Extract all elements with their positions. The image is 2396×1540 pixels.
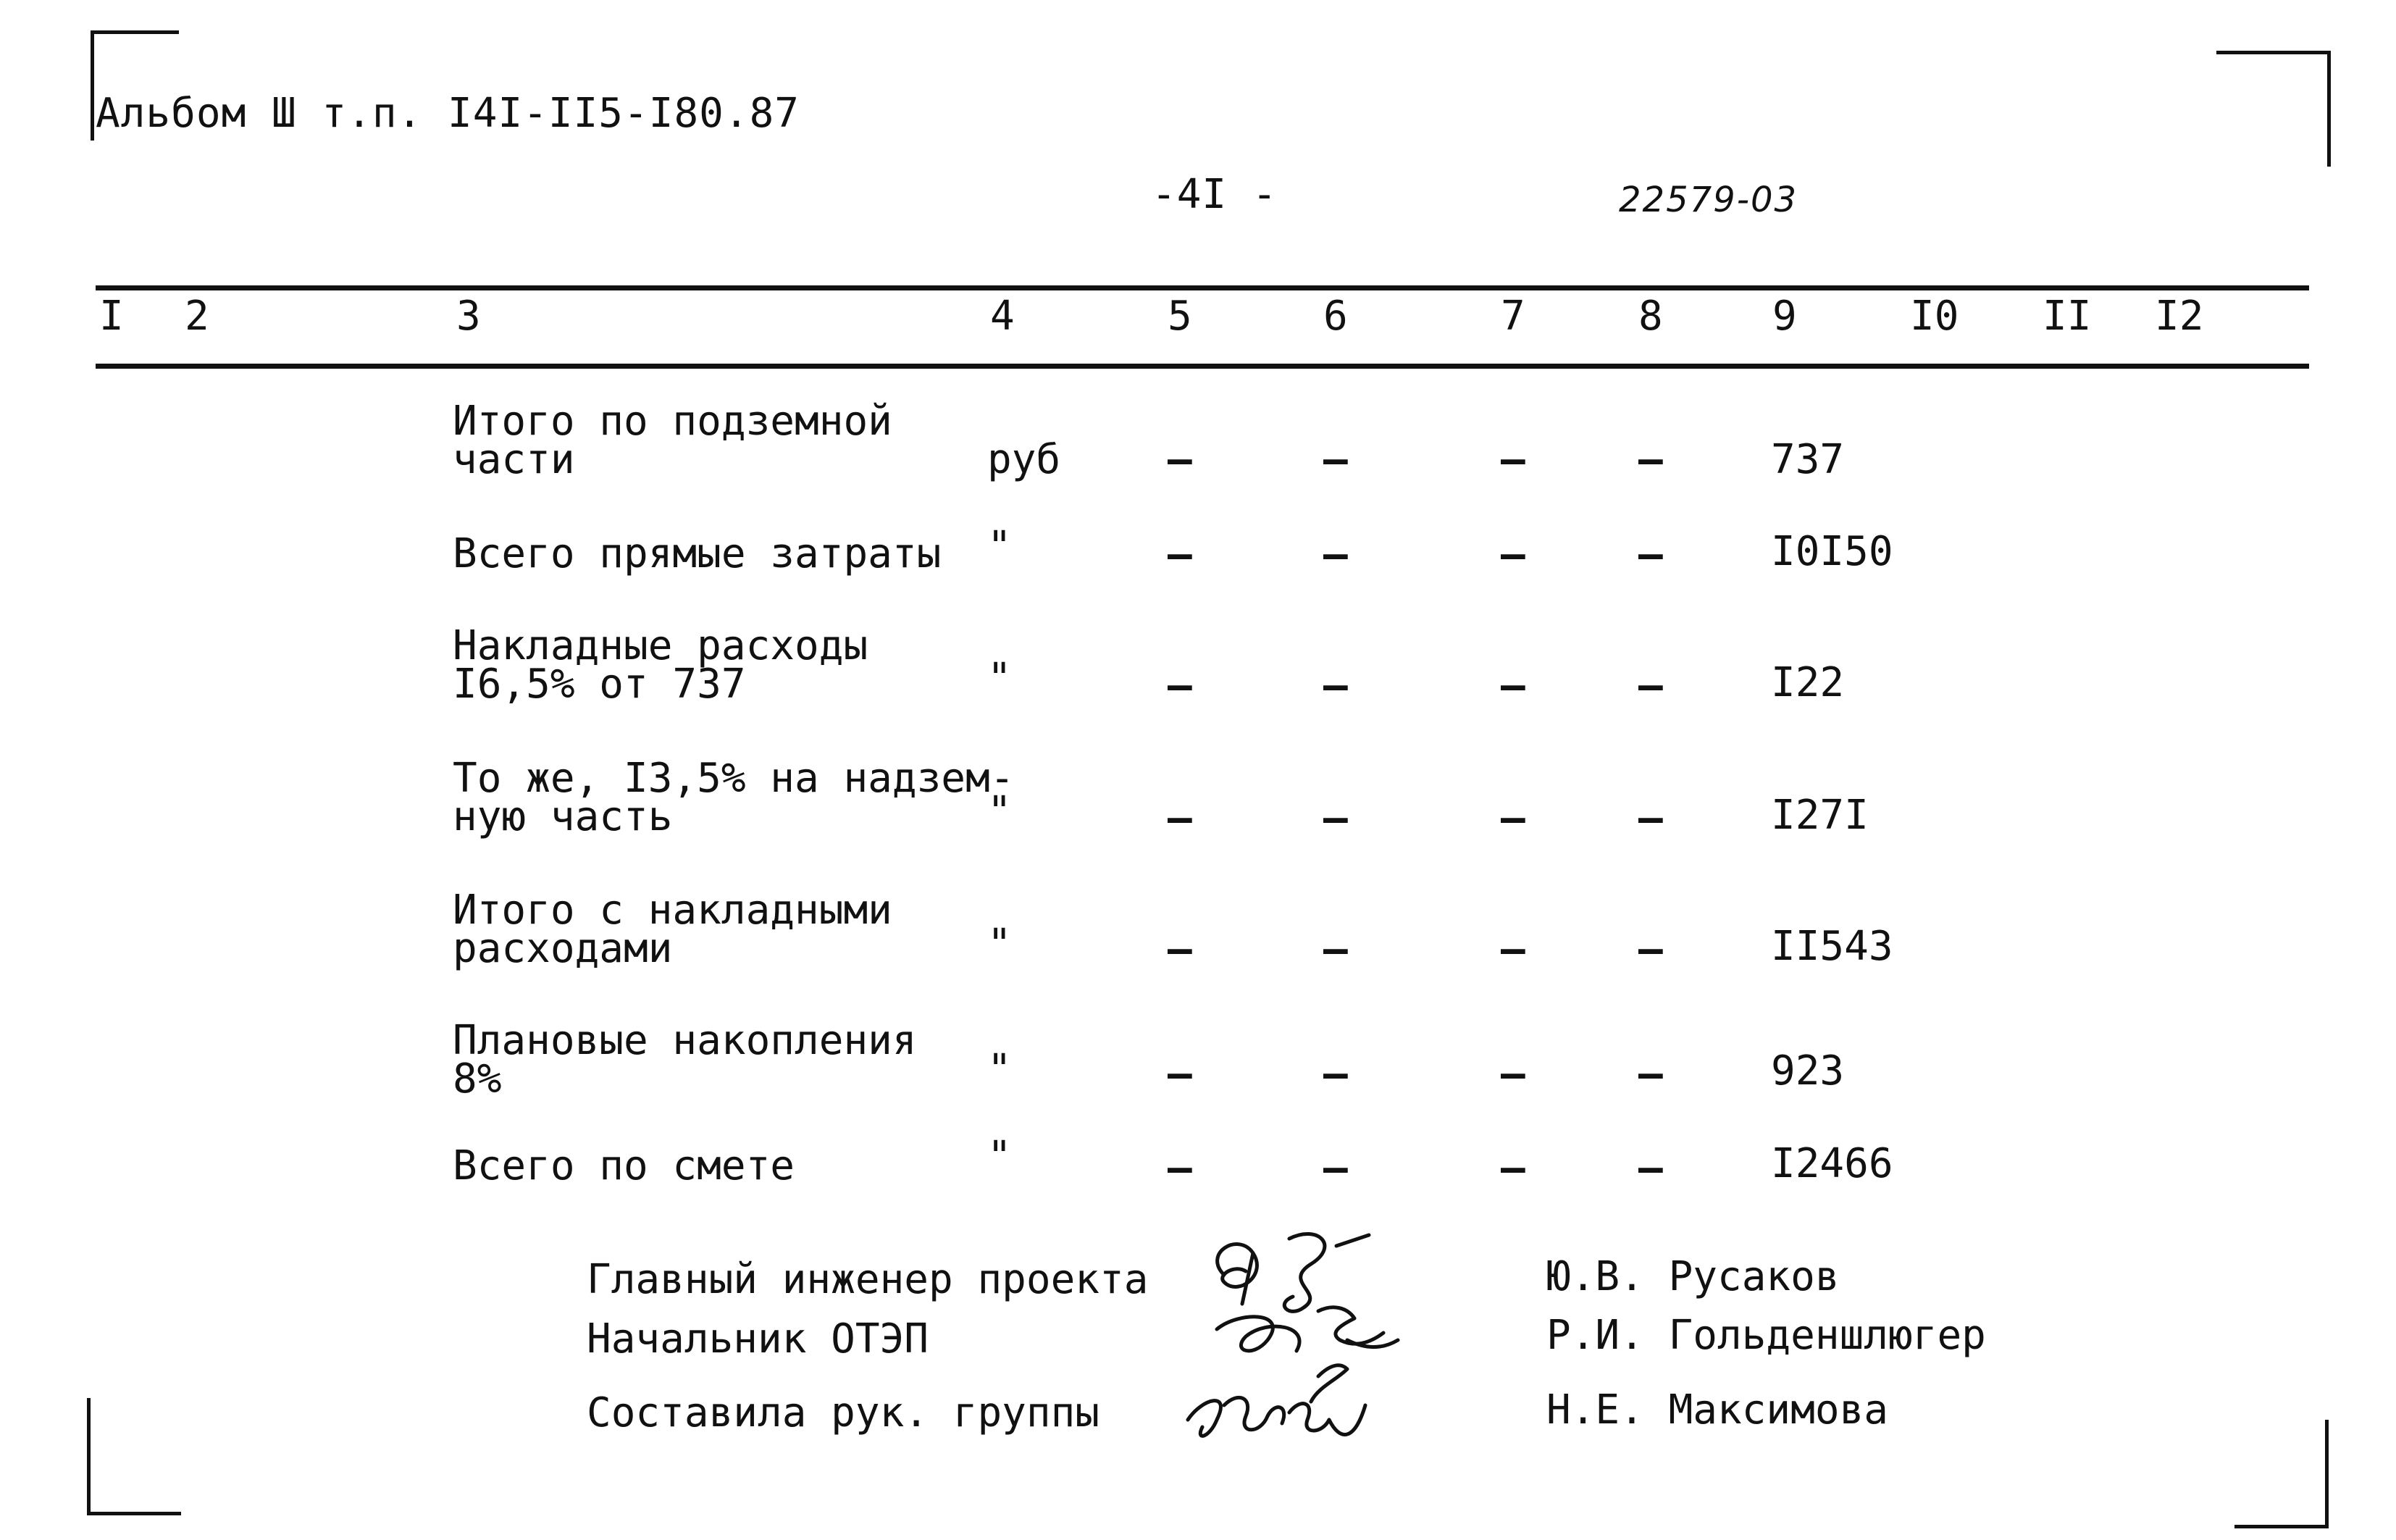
- row-total: 923: [1771, 1047, 1845, 1095]
- row-unit: руб: [987, 436, 1061, 483]
- row-dash: –: [1501, 531, 1525, 578]
- row-label-line: Плановые накопления: [453, 1017, 917, 1064]
- row-dash: –: [1638, 662, 1663, 709]
- row-dash: –: [1168, 795, 1192, 842]
- column-number-6: 6: [1323, 293, 1348, 340]
- row-label-line: части: [453, 436, 575, 483]
- row-dash: –: [1323, 662, 1348, 709]
- row-dash: –: [1501, 1144, 1525, 1192]
- column-number-3: 3: [456, 293, 481, 340]
- row-dash: –: [1168, 436, 1192, 483]
- column-number-12: I2: [2155, 293, 2204, 340]
- row-dash: –: [1168, 531, 1192, 578]
- row-dash: –: [1638, 531, 1663, 578]
- row-dash: –: [1168, 1144, 1192, 1192]
- row-label-line: Накладные расходы: [453, 622, 868, 669]
- table-header-bottom-rule: [96, 364, 2309, 369]
- column-number-5: 5: [1168, 293, 1192, 340]
- page-number: -4I -: [1152, 171, 1278, 218]
- row-dash: –: [1501, 436, 1525, 483]
- row-total: 737: [1771, 436, 1845, 483]
- column-number-10: I0: [1910, 293, 1959, 340]
- row-label-line: I6,5% от 737: [453, 661, 746, 708]
- signature-title: Составила рук. группы: [587, 1389, 1100, 1436]
- row-total: II543: [1771, 923, 1893, 970]
- album-reference: Альбом Ш т.п. I4I-II5-I80.87: [96, 90, 800, 137]
- frame-corner-bottom-left-v: [87, 1398, 91, 1515]
- row-dash: –: [1323, 795, 1348, 842]
- row-label-line: ную часть: [453, 793, 673, 840]
- signature-name: Ю.В. Русаков: [1546, 1253, 1840, 1300]
- row-dash: –: [1501, 795, 1525, 842]
- column-number-4: 4: [990, 293, 1015, 340]
- row-total: I27I: [1771, 792, 1869, 839]
- frame-corner-top-left-v: [91, 30, 94, 141]
- row-total: I0I50: [1771, 528, 1893, 575]
- column-number-11: II: [2043, 293, 2092, 340]
- signature-name: Н.Е. Максимова: [1546, 1386, 1889, 1434]
- row-dash: –: [1323, 1050, 1348, 1097]
- frame-corner-top-right-h: [2216, 51, 2331, 54]
- row-dash: –: [1168, 1050, 1192, 1097]
- row-unit: ": [987, 1046, 1012, 1093]
- row-total: I22: [1771, 659, 1845, 706]
- row-unit: ": [987, 921, 1012, 968]
- column-number-2: 2: [185, 293, 209, 340]
- row-dash: –: [1323, 1144, 1348, 1192]
- row-dash: –: [1638, 436, 1663, 483]
- row-dash: –: [1638, 1050, 1663, 1097]
- row-dash: –: [1168, 662, 1192, 709]
- column-number-7: 7: [1501, 293, 1525, 340]
- row-dash: –: [1638, 926, 1663, 973]
- row-dash: –: [1501, 1050, 1525, 1097]
- frame-corner-bottom-left-h: [87, 1512, 181, 1515]
- row-dash: –: [1323, 531, 1348, 578]
- row-label-line: Всего по смете: [453, 1142, 795, 1189]
- frame-corner-bottom-right-h: [2234, 1525, 2329, 1528]
- row-label-line: 8%: [453, 1055, 502, 1102]
- row-total: I2466: [1771, 1140, 1893, 1187]
- frame-corner-top-right-v: [2327, 51, 2331, 167]
- row-dash: –: [1168, 926, 1192, 973]
- table-top-rule: [96, 285, 2309, 290]
- row-label-line: Итого по подземной: [453, 398, 892, 445]
- frame-corner-bottom-right-v: [2325, 1420, 2329, 1528]
- signature-title: Начальник ОТЭП: [587, 1315, 929, 1363]
- row-dash: –: [1638, 1144, 1663, 1192]
- column-number-1: I: [99, 293, 124, 340]
- row-label-line: Всего прямые затраты: [453, 530, 942, 577]
- handwritten-signatures: [1173, 1224, 1478, 1470]
- row-unit: ": [987, 655, 1012, 702]
- row-unit: ": [987, 523, 1012, 570]
- row-dash: –: [1638, 795, 1663, 842]
- column-number-9: 9: [1772, 293, 1797, 340]
- signature-name: Р.И. Гольденшлюгер: [1546, 1312, 1986, 1359]
- row-unit: ": [987, 788, 1012, 835]
- row-label-line: расходами: [453, 925, 673, 972]
- frame-corner-top-left-h: [91, 30, 179, 34]
- row-dash: –: [1323, 926, 1348, 973]
- row-label-line: То же, I3,5% на надзем-: [453, 755, 1015, 802]
- row-dash: –: [1501, 926, 1525, 973]
- row-unit: ": [987, 1133, 1012, 1180]
- row-dash: –: [1323, 436, 1348, 483]
- row-label-line: Итого с накладными: [453, 887, 892, 934]
- row-dash: –: [1501, 662, 1525, 709]
- signature-title: Главный инженер проекта: [587, 1256, 1149, 1303]
- document-code: 22579-03: [1619, 180, 1798, 220]
- column-number-8: 8: [1638, 293, 1663, 340]
